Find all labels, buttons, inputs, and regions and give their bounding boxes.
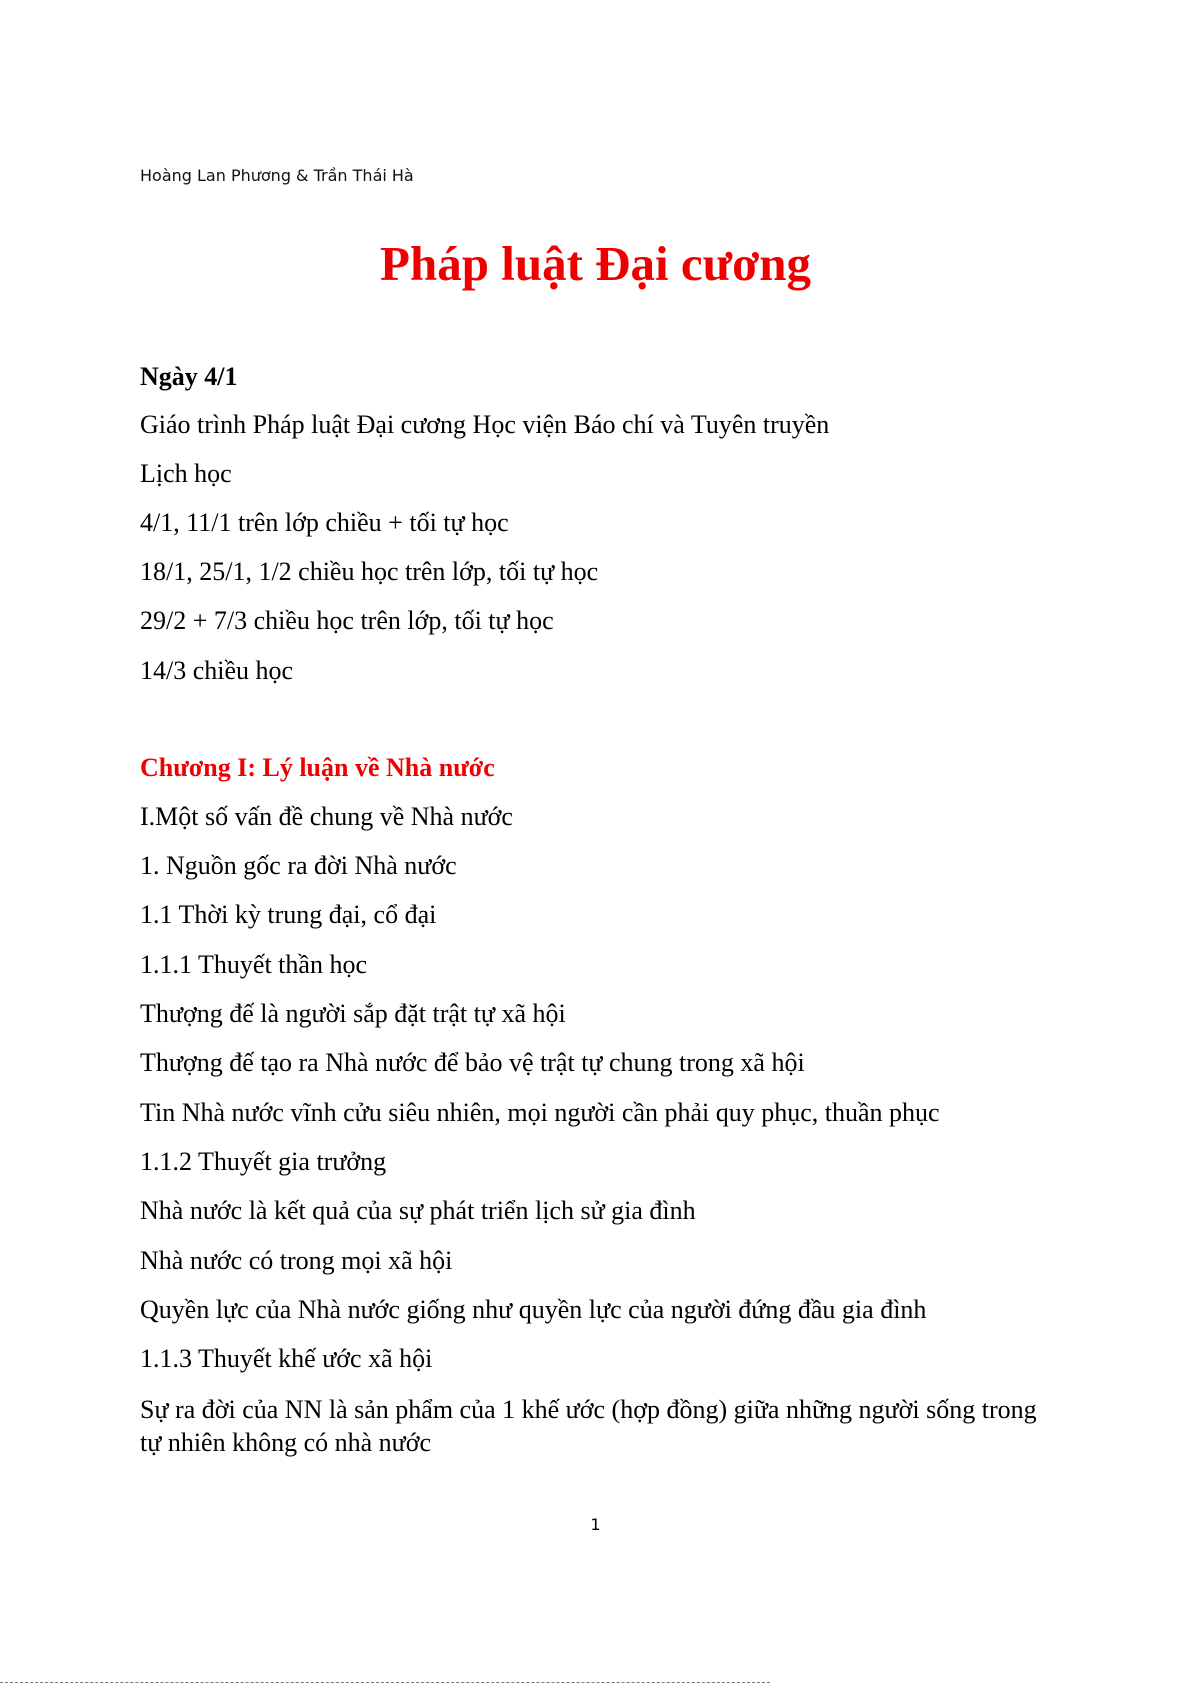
paragraph-line: 18/1, 25/1, 1/2 chiều học trên lớp, tối tự học [140,557,599,586]
paragraph-line: I.Một số vấn đề chung về Nhà nước [140,802,513,831]
paragraph-line: Nhà nước có trong mọi xã hội [140,1246,453,1275]
page-number: 1 [590,1515,601,1534]
paragraph-line: 1. Nguồn gốc ra đời Nhà nước [140,851,457,880]
paragraph-line: Tin Nhà nước vĩnh cửu siêu nhiên, mọi người cần phải quy phục, thuần phục [140,1098,940,1127]
paragraph-line: 1.1 Thời kỳ trung đại, cổ đại [140,900,437,929]
running-header: Hoàng Lan Phương & Trần Thái Hà [140,166,414,185]
paragraph-line: Thượng đế là người sắp đặt trật tự xã hội [140,999,566,1028]
paragraph-line: Giáo trình Pháp luật Đại cương Học viện Báo chí và Tuyên truyền [140,410,830,439]
paragraph-line: Quyền lực của Nhà nước giống như quyền lực của người đứng đầu gia đình [140,1295,927,1324]
paragraph-line: Sự ra đời của NN là sản phẩm của 1 khế ước (hợp đồng) giữa những người sống trong tự nhiên không có nhà nước [140,1395,1037,1457]
date-heading: Ngày 4/1 [140,362,238,391]
paragraph-line: Nhà nước là kết quả của sự phát triển lịch sử gia đình [140,1196,696,1225]
paragraph-line: Thượng đế tạo ra Nhà nước để bảo vệ trật tự chung trong xã hội [140,1048,805,1077]
document-title: Pháp luật Đại cương [380,236,811,291]
paragraph-line: 4/1, 11/1 trên lớp chiều + tối tự học [140,508,509,537]
paragraph-line: 1.1.3 Thuyết khế ước xã hội [140,1344,433,1373]
chapter-heading: Chương I: Lý luận về Nhà nước [140,753,495,782]
paragraph-line: 14/3 chiều học [140,656,294,685]
paragraph-line: 1.1.2 Thuyết gia trưởng [140,1147,387,1176]
paragraph-line: 29/2 + 7/3 chiều học trên lớp, tối tự học [140,606,554,635]
footer-rule [0,1682,770,1683]
paragraph-line: 1.1.1 Thuyết thần học [140,950,367,979]
paragraph-line: Lịch học [140,459,232,488]
